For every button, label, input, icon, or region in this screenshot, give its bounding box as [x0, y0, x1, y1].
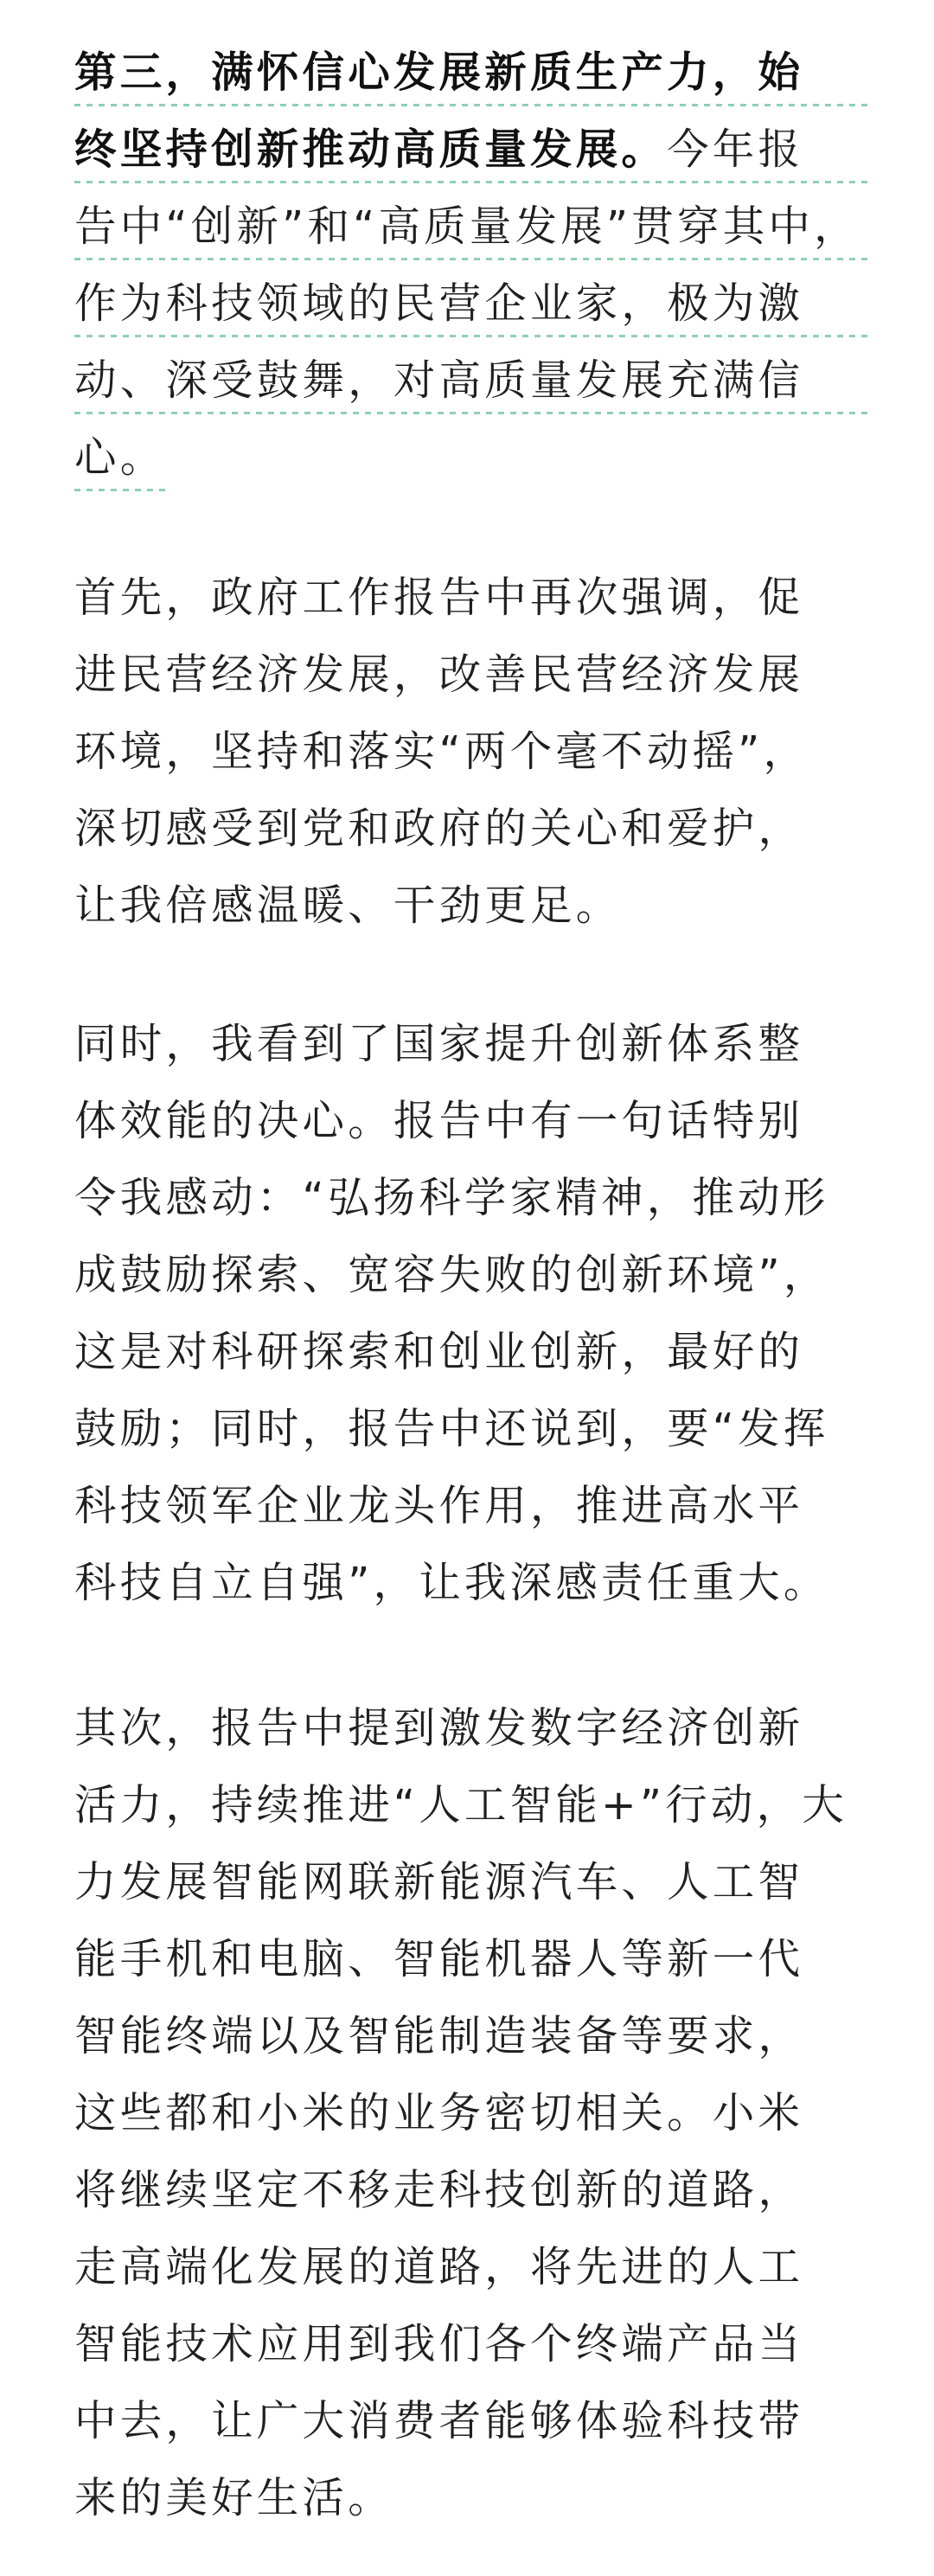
text-line: 同时，我看到了国家提升创新体系整	[74, 1020, 804, 1068]
text-line: 鼓励；同时，报告中还说到，要“发挥	[74, 1405, 829, 1453]
text-line: 来的美好生活。	[74, 2474, 393, 2522]
text-line: 动、深受鼓舞，对高质量发展充满信	[74, 343, 870, 420]
text-line: 能手机和电脑、智能机器人等新一代	[74, 1935, 804, 1983]
paragraph-innovation-high-quality	[74, 35, 870, 497]
text-line: 令我感动：“弘扬科学家精神，推动形	[74, 1174, 829, 1222]
text-line	[74, 35, 870, 112]
text-line: 进民营经济发展，改善民营经济发展	[74, 650, 804, 699]
text-line: 科技领军企业龙头作用，推进高水平	[74, 1482, 804, 1530]
body-text: 今年报	[667, 125, 804, 174]
text-line: 首先，政府工作报告中再次强调，促	[74, 574, 804, 622]
text-line: 作为科技领域的民营企业家，极为激	[74, 266, 870, 343]
text-line: 让我倍感温暖、干劲更足。	[74, 881, 622, 930]
text-line: 科技自立自强”，让我深感责任重大。	[74, 1559, 829, 1607]
paragraph-private-economy	[74, 560, 870, 945]
paragraph-innovation-system	[74, 1006, 870, 1622]
text-line: 环境，坚持和落实“两个毫不动摇”，	[74, 727, 809, 776]
text-line: 将继续坚定不移走科技创新的道路，	[74, 2166, 804, 2214]
text-line: 这是对科研探索和创业创新，最好的	[74, 1328, 804, 1376]
text-line: 体效能的决心。报告中有一句话特别	[74, 1097, 804, 1145]
text-line: 力发展智能网联新能源汽车、人工智	[74, 1858, 804, 1906]
text-line	[74, 112, 870, 189]
text-line: 其次，报告中提到激发数字经济创新	[74, 1704, 804, 1753]
paragraph-digital-economy	[74, 1690, 870, 2537]
text-line: 成鼓励探索、宽容失败的创新环境”，	[74, 1251, 829, 1299]
text-line: 智能技术应用到我们各个终端产品当	[74, 2320, 804, 2368]
text-line: 活力，持续推进“人工智能+”行动，大	[74, 1781, 848, 1829]
text-line: 走高端化发展的道路，将先进的人工	[74, 2243, 804, 2291]
text-line: 中去，让广大消费者能够体验科技带	[74, 2397, 804, 2445]
text-line: 智能终端以及智能制造装备等要求，	[74, 2012, 804, 2060]
text-line: 告中“创新”和“高质量发展”贯穿其中，	[74, 189, 870, 266]
text-line: 心。	[74, 420, 870, 497]
bold-heading-text: 终坚持创新推动高质量发展。	[74, 125, 668, 174]
bold-heading-text: 第三，满怀信心发展新质生产力，始	[74, 48, 804, 97]
text-line: 深切感受到党和政府的关心和爱护，	[74, 804, 804, 853]
text-line: 这些都和小米的业务密切相关。小米	[74, 2089, 804, 2137]
